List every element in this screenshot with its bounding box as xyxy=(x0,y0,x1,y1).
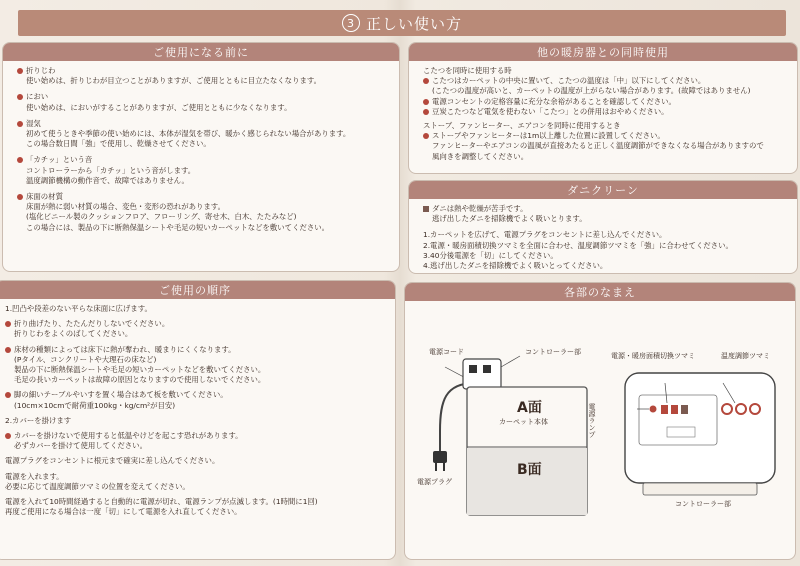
before-item-title xyxy=(17,119,389,129)
bullet-icon xyxy=(5,392,11,398)
panel-dani-clean xyxy=(408,180,798,274)
bullet-icon xyxy=(423,99,429,105)
procedure-item xyxy=(5,304,385,314)
before-item-title xyxy=(17,66,389,76)
procedure-item xyxy=(5,497,385,517)
temp-knob-3 xyxy=(750,404,760,414)
procedure-line: 脚の細いテーブルやいすを置く場合はあて板を敷いてください。 xyxy=(14,390,228,400)
heater-group-title: こたつを同時に使用する時 xyxy=(423,66,512,75)
dani-step: 1.カーペットを広げて、電源プラグをコンセントに差し込んでください。 xyxy=(423,230,667,240)
label-side-b: B面 xyxy=(517,462,542,478)
procedure-line: カバーを掛けないで使用すると低温やけどを起こす恐れがあります。 xyxy=(14,431,243,441)
before-item xyxy=(17,66,389,86)
label-power-lamp: 電源ランプ xyxy=(588,403,596,438)
dani-intro-line: 逃げ出したダニを掃除機でよく吸いとります。 xyxy=(432,214,587,224)
panel-title: ご使用の順序 xyxy=(0,281,395,299)
label-temp-knob: 温度調節ツマミ xyxy=(721,352,770,360)
procedure-line: 必ずカバーを掛けて使用してください。 xyxy=(14,441,147,451)
heater-item-text: 電源コンセントの定格容量に充分な余裕があることを確認してください。 xyxy=(432,96,676,106)
bullet-icon xyxy=(5,321,11,327)
dani-step: 2.電源・暖房面積切換ツマミを全面に合わせ、温度調節ツマミを「強」に合わせてください。 xyxy=(423,240,733,250)
bullet-icon xyxy=(17,68,23,74)
procedure-bullet xyxy=(5,345,385,355)
procedure-item xyxy=(5,431,385,451)
label-side-a: A面 xyxy=(517,400,542,416)
procedure-line: 電源プラグをコンセントに根元まで確実に差し込んでください。 xyxy=(5,456,220,466)
before-item-line: 温度調節機構の動作音で、故障ではありません。 xyxy=(26,175,189,185)
power-plug-icon xyxy=(433,451,447,471)
heater-item xyxy=(423,131,787,141)
procedure-bullet xyxy=(5,390,385,400)
section-title: 正しい使い方 xyxy=(365,14,462,33)
procedure-line: 電源を入れます。 xyxy=(5,471,64,481)
bullet-icon xyxy=(17,157,23,163)
bullet-icon xyxy=(423,78,429,84)
before-item-heading: 湿気 xyxy=(26,118,41,128)
before-item xyxy=(17,92,389,112)
bullet-icon xyxy=(17,94,23,100)
controller-small xyxy=(463,359,501,389)
before-item-line: 床面が熱に弱い材質の場合、変色・変形の恐れがあります。 xyxy=(26,202,225,212)
dani-intro-line: ダニは熱や乾燥が苦手です。 xyxy=(432,204,528,213)
before-use-list xyxy=(3,61,399,243)
panel-title: 他の暖房器との同時使用 xyxy=(409,43,797,61)
before-item xyxy=(17,192,389,233)
procedure-item xyxy=(5,472,385,492)
temp-knob-2 xyxy=(736,404,746,414)
procedure-line: 折り曲げたり、たたんだりしないでください。 xyxy=(14,319,170,329)
before-item-line: 初めて使うときや季節の使い始めには、本体が湿気を帯び、暖かく感じられない場合があります。 xyxy=(26,129,351,139)
heater-item-sub: ファンヒーターやエアコンの温風が直接あたると正しく温度調節ができなくなる場合がありますので xyxy=(432,141,764,151)
before-item xyxy=(17,155,389,186)
procedure-line: 電源を入れて10時間経過すると自動的に電源が切れ、電源ランプが点滅します。(1時間に1回) xyxy=(5,497,318,507)
panel-before-use xyxy=(2,42,400,272)
panel-title: 各部のなまえ xyxy=(405,283,795,301)
before-item-title xyxy=(17,92,389,102)
dani-step: 4.逃げ出したダニを掃除機でよく吸いとってください。 xyxy=(423,261,608,271)
bullet-icon xyxy=(17,121,23,127)
square-bullet-icon xyxy=(423,206,429,212)
procedure-line: 製品の下に断熱保温シートや毛足の短いカーペットなどを敷いてください。 xyxy=(14,365,266,375)
bullet-icon xyxy=(423,109,429,115)
before-item-heading: 「カチッ」という音 xyxy=(26,155,93,165)
heater-item xyxy=(423,97,787,107)
parts-diagram xyxy=(405,301,795,557)
before-item-line: 使い始めは、折りじわが目立つことがありますが、ご使用とともに目立たなくなります。 xyxy=(26,76,322,86)
before-item-heading: 折りじわ xyxy=(26,66,56,75)
procedure-line: 2.カバーを掛けます xyxy=(5,415,72,425)
before-item-heading: 床面の材質 xyxy=(26,192,63,202)
switch-knob-3 xyxy=(681,405,688,414)
procedure-item xyxy=(5,456,385,466)
procedure-line: 必要に応じて温度調節ツマミの位置を変えてください。 xyxy=(5,481,190,491)
bullet-icon xyxy=(5,433,11,439)
before-item-line: (塩化ビニール製のクッションフロア、フローリング、寄せ木、白木、たたみなど) xyxy=(26,212,297,222)
dani-clean-list xyxy=(409,199,797,274)
panel-title: ダニクリーン xyxy=(409,181,797,199)
heater-group-title: ストーブ、ファンヒーター、エアコンを同時に使用するとき xyxy=(423,121,621,131)
procedure-item xyxy=(5,345,385,386)
heater-item-text: 豆炭こたつなど電気を使わない「こたつ」との併用はおやめください。 xyxy=(432,106,669,116)
section-header xyxy=(18,10,786,36)
heater-item-sub: (こたつの温度が高いと、カーペットの温度が上がらない場合があります。(故障ではありません) xyxy=(432,86,751,96)
before-item-heading: におい xyxy=(26,92,49,102)
procedure-list xyxy=(0,299,395,526)
before-item-line: 使い始めは、においがすることがありますが、ご使用とともに少なくなります。 xyxy=(26,102,292,112)
panel-parts xyxy=(404,282,796,560)
section-number: 3 xyxy=(342,14,360,32)
procedure-line: (10cm×10cmで耐荷重100kg・kg/cm²が目安) xyxy=(14,400,176,410)
procedure-bullet xyxy=(5,431,385,441)
switch-knob-1 xyxy=(661,405,668,414)
procedure-item xyxy=(5,416,385,426)
label-power-plug: 電源プラグ xyxy=(417,478,452,486)
heater-item-text: ストーブやファンヒーターは1m以上離した位置に設置してください。 xyxy=(432,131,665,141)
heater-item-text: こたつはカーペットの中央に置いて、こたつの温度は「中」以下にしてください。 xyxy=(432,76,706,86)
before-item-line: コントローラーから「カチッ」という音がします。 xyxy=(26,165,196,175)
procedure-line: (Pタイル、コンクリートや大理石の床など) xyxy=(14,354,157,364)
other-heaters-list xyxy=(409,61,797,166)
before-item-title xyxy=(17,155,389,165)
lamp-icon xyxy=(650,406,657,413)
panel-title: ご使用になる前に xyxy=(3,43,399,61)
procedure-item xyxy=(5,319,385,339)
temp-knob-1 xyxy=(722,404,732,414)
label-controller: コントローラー部 xyxy=(525,348,581,356)
procedure-item xyxy=(5,390,385,410)
heater-item-sub: 風向きを調整してください。 xyxy=(432,151,529,161)
procedure-line: 1.凹凸や段差のない平らな床面に広げます。 xyxy=(5,304,152,313)
bullet-icon xyxy=(17,194,23,200)
bullet-icon xyxy=(5,347,11,353)
label-power-switch: 電源・暖房面積切換ツマミ xyxy=(611,352,695,360)
dani-step: 3.40分後電源を「切」にしてください。 xyxy=(423,250,558,260)
label-carpet-body: カーペット本体 xyxy=(499,418,548,426)
panel-other-heaters xyxy=(408,42,798,174)
procedure-line: 毛足の長いカーペットは故障の原因となりますので使用しないでください。 xyxy=(14,375,266,385)
procedure-line: 床材の種類によっては床下に熱が奪われ、暖まりにくくなります。 xyxy=(14,344,236,354)
before-item xyxy=(17,119,389,150)
label-controller-bottom: コントローラー部 xyxy=(675,500,731,508)
heater-item xyxy=(423,107,787,117)
bullet-icon xyxy=(423,133,429,139)
before-item-line: この場合数日間「強」で使用し、乾燥させてください。 xyxy=(26,139,211,149)
panel-procedure xyxy=(0,280,396,560)
heater-item xyxy=(423,76,787,86)
before-item-title xyxy=(17,192,389,202)
procedure-line: 再度ご使用になる場合は一度「切」にして電源を入れ直してください。 xyxy=(5,507,242,517)
label-power-cord: 電源コード xyxy=(429,348,464,356)
dani-intro xyxy=(423,204,787,214)
procedure-bullet xyxy=(5,319,385,329)
before-item-line: この場合には、製品の下に断熱保温シートや毛足の短いカーペットなどを敷いてください。 xyxy=(26,222,330,232)
procedure-line: 折りじわをよくのばしてください。 xyxy=(14,329,133,339)
switch-knob-2 xyxy=(671,405,678,414)
